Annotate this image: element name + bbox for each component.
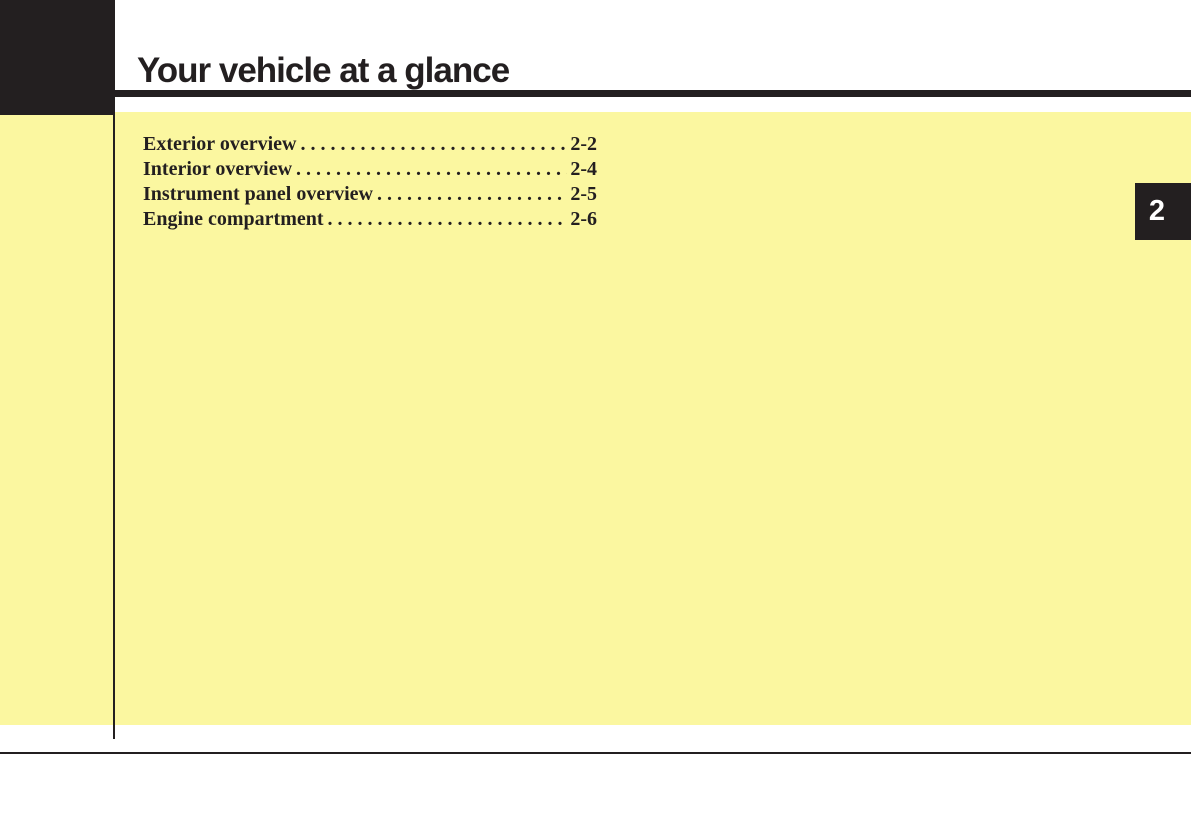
page-title: Your vehicle at a glance	[137, 51, 510, 90]
table-of-contents	[143, 132, 597, 232]
toc-entry-interior-overview[interactable]	[143, 157, 597, 182]
toc-entry-label: Instrument panel overview	[143, 183, 373, 205]
chapter-corner-block	[0, 0, 113, 115]
dot-leader	[300, 132, 567, 157]
left-margin-strip	[0, 115, 113, 725]
dot-leader	[328, 207, 568, 232]
page-bottom-rule	[0, 752, 1191, 754]
toc-entry-label: Exterior overview	[143, 133, 297, 155]
dot-leader	[296, 157, 567, 182]
toc-entry-instrument-panel-overview[interactable]	[143, 182, 597, 207]
toc-entry-engine-compartment[interactable]	[143, 207, 597, 232]
chapter-tab	[1135, 183, 1191, 240]
title-divider	[113, 90, 1191, 97]
vertical-divider	[113, 0, 115, 739]
toc-entry-page: 2-6	[570, 208, 597, 230]
chapter-tab-number: 2	[1148, 195, 1166, 227]
toc-entry-page: 2-5	[570, 183, 597, 205]
toc-entry-page: 2-4	[570, 158, 597, 180]
toc-entry-page: 2-2	[570, 133, 597, 155]
toc-entry-exterior-overview[interactable]	[143, 132, 597, 157]
toc-entry-label: Engine compartment	[143, 208, 324, 230]
toc-entry-label: Interior overview	[143, 158, 293, 180]
dot-leader	[377, 182, 567, 207]
